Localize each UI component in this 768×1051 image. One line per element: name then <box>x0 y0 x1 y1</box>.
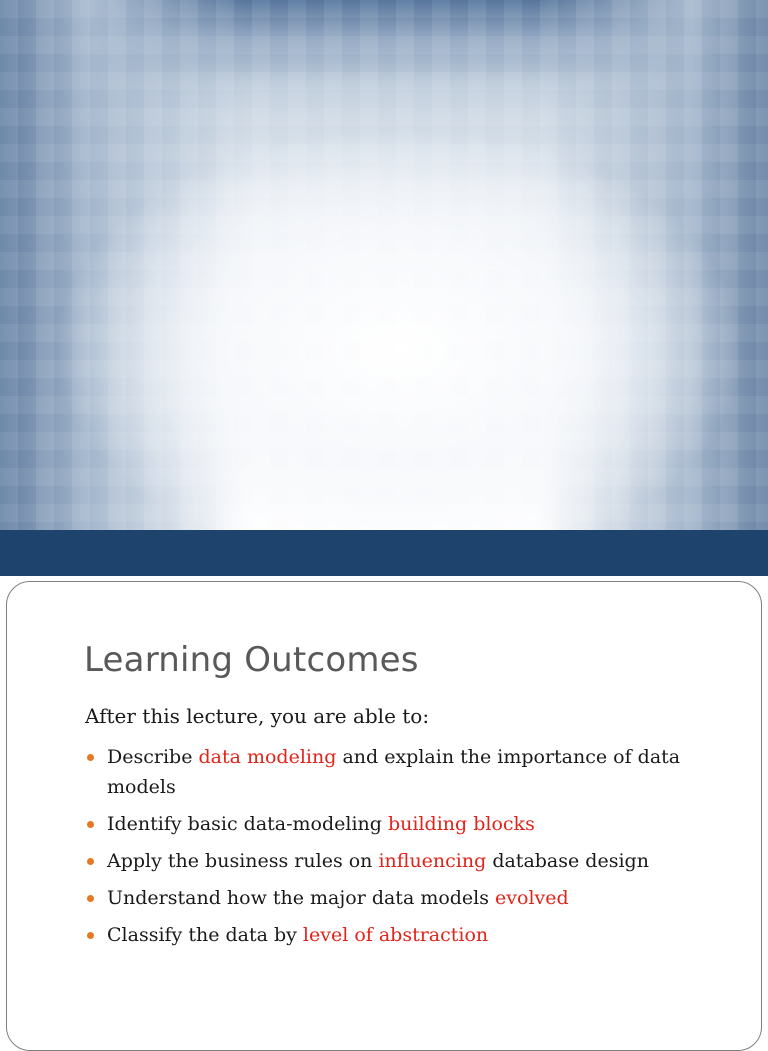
bullet-highlight: level of abstraction <box>302 924 489 946</box>
bullet-highlight: evolved <box>495 887 569 909</box>
list-item <box>85 883 685 913</box>
bullet-text-pre: Identify basic data-modeling <box>107 813 388 835</box>
bullet-dot-icon <box>87 932 94 939</box>
learning-outcomes-list <box>85 742 685 957</box>
bullet-text-pre: Understand how the major data models <box>107 887 496 909</box>
slide-intro-text: After this lecture, you are able to: <box>85 704 430 728</box>
bullet-text-pre: Apply the business rules on <box>107 850 379 872</box>
bullet-dot-icon <box>87 821 94 828</box>
bullet-text-pre: Describe <box>107 746 199 768</box>
bullet-dot-icon <box>87 858 94 865</box>
bullet-highlight: building blocks <box>388 813 535 835</box>
list-item <box>85 846 685 876</box>
bullet-text-post: database design <box>486 850 649 872</box>
list-item <box>85 809 685 839</box>
list-item <box>85 920 685 950</box>
bullet-dot-icon <box>87 754 94 761</box>
list-item <box>85 742 685 802</box>
bullet-highlight: influencing <box>378 850 487 872</box>
bullet-dot-icon <box>87 895 94 902</box>
slide-title: Learning Outcomes <box>84 640 419 680</box>
slide-title-band <box>0 530 768 576</box>
bullet-highlight: data modeling <box>198 746 337 768</box>
bullet-text-post: and explain the importance of data models <box>107 746 681 798</box>
bullet-text-pre: Classify the data by <box>107 924 303 946</box>
